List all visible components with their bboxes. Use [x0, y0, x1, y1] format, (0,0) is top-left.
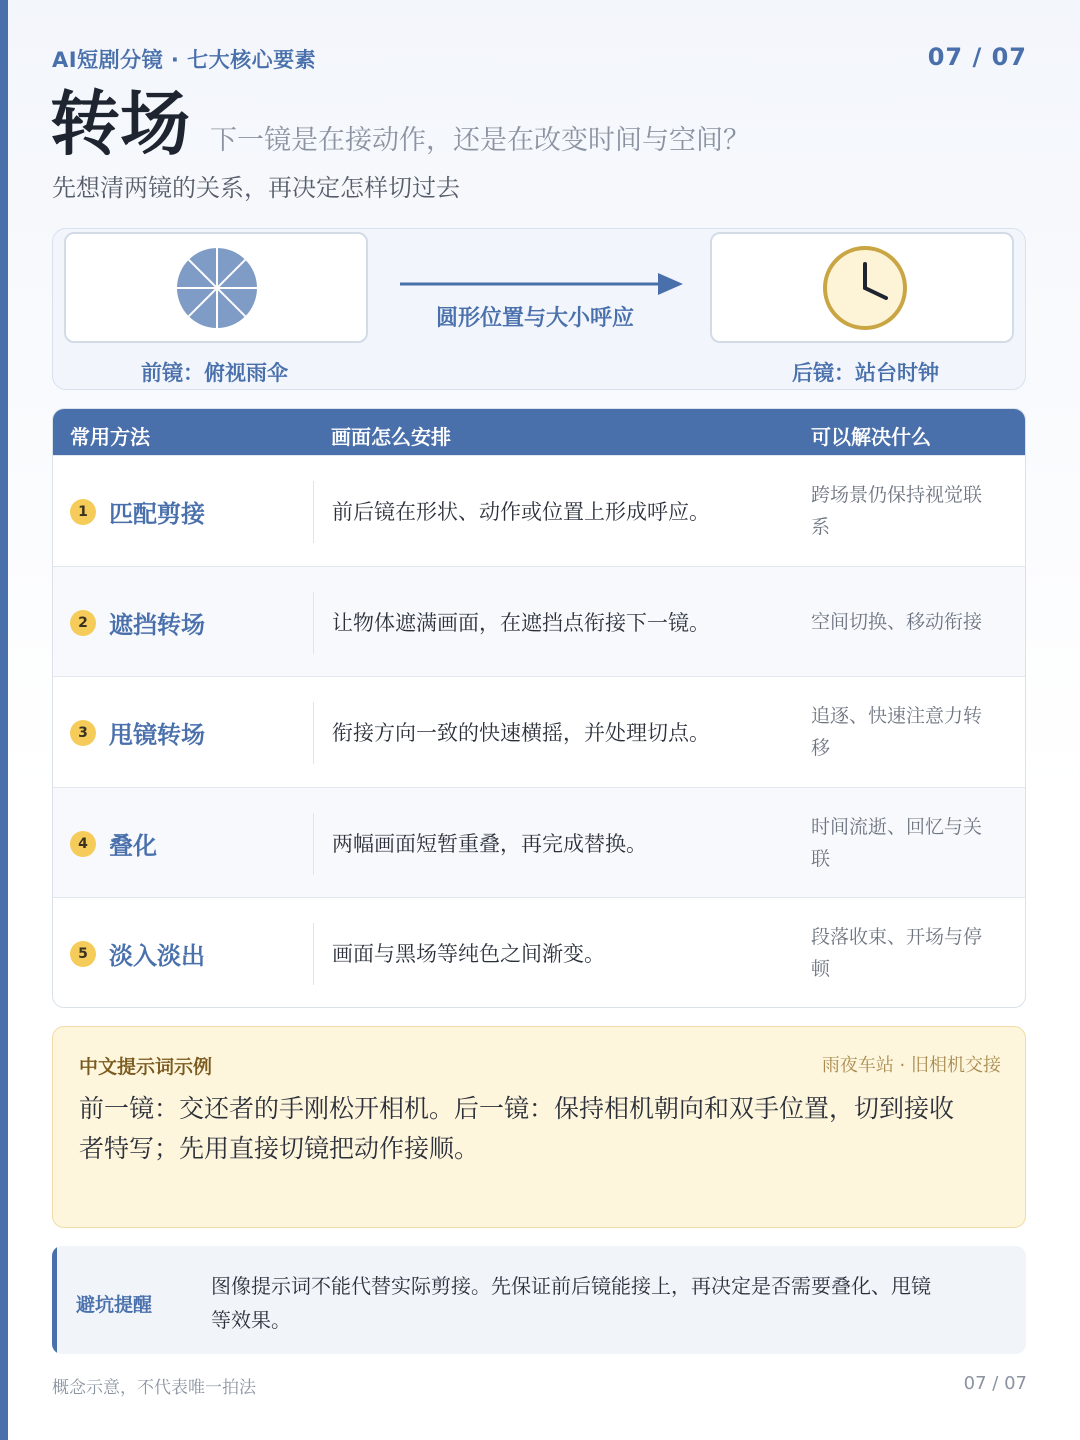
umbrella-top-icon: [66, 234, 366, 341]
solves-line: 跨场景仍保持视觉联: [811, 484, 983, 506]
footer-page-indicator: 07 / 07: [963, 1373, 1027, 1394]
method-name: 匹配剪接: [109, 500, 205, 528]
method-solves: [811, 606, 1011, 638]
solves-line: 段落收束、开场与停: [811, 926, 983, 949]
solves-line: 移: [811, 737, 831, 760]
page-question: 下一镜是在接动作，还是在改变时间与空间？: [210, 125, 750, 156]
footer-note: 概念示意，不代表唯一拍法: [52, 1378, 256, 1398]
after-shot-label: 后镜：站台时钟: [792, 361, 939, 385]
before-shot-label: 前镜：俯视雨伞: [141, 361, 288, 385]
prompt-line: 前一镜：交还者的手刚松开相机。后一镜：保持相机朝向和双手位置，切到接收: [79, 1094, 955, 1123]
method-arrangement: 两幅画面短暂重叠，再完成替换。: [332, 831, 647, 856]
method-solves: [811, 811, 1011, 875]
relation-label: 圆形位置与大小呼应: [436, 306, 635, 331]
column-divider: [313, 592, 314, 654]
warning-callout: [52, 1246, 1026, 1354]
method-name: 遮挡转场: [109, 610, 205, 639]
header-method: 常用方法: [70, 425, 150, 449]
method-name: 叠化: [109, 831, 157, 860]
solves-line: 系: [811, 516, 831, 538]
method-name: 淡入淡出: [109, 942, 205, 971]
prompt-example-text: [79, 1089, 1003, 1169]
row-number-badge: 4: [70, 831, 96, 857]
method-arrangement: 前后镜在形状、动作或位置上形成呼应。: [332, 500, 710, 524]
warning-title: 避坑提醒: [76, 1294, 153, 1316]
column-divider: [313, 481, 314, 543]
warning-line: 图像提示词不能代替实际剪接。先保证前后镜能接上，再决定是否需要叠化、甩镜: [211, 1274, 931, 1298]
method-solves: [811, 700, 1011, 764]
column-divider: [313, 813, 314, 875]
table-header: [53, 409, 1025, 455]
row-number-badge: 5: [70, 941, 96, 967]
method-name: 甩镜转场: [109, 721, 205, 750]
prompt-example-card: [52, 1026, 1026, 1228]
prompt-scene-tag: 雨夜车站 · 旧相机交接: [821, 1055, 1001, 1076]
transition-diagram: [52, 228, 1026, 390]
column-divider: [313, 923, 314, 985]
method-solves: [811, 479, 1011, 543]
series-title: AI短剧分镜 · 七大核心要素: [52, 48, 317, 72]
header-solves: 可以解决什么: [811, 425, 931, 449]
page-title: 转场: [50, 83, 190, 165]
prompt-card-title: 中文提示词示例: [79, 1056, 213, 1078]
page-subtitle: 先想清两镜的关系，再决定怎样切过去: [52, 174, 460, 202]
warning-accent-bar: [52, 1246, 57, 1354]
prompt-line: 者特写；先用直接切镜把动作接顺。: [79, 1134, 480, 1163]
table-row: [53, 455, 1025, 566]
table-row: [53, 566, 1025, 677]
solves-line: 顿: [811, 958, 831, 981]
solves-line: 联: [811, 847, 831, 870]
table-row: [53, 676, 1025, 787]
row-number-badge: 1: [70, 499, 96, 525]
solves-line: 时间流逝、回忆与关: [811, 815, 983, 838]
method-arrangement: 衔接方向一致的快速横摇，并处理切点。: [332, 721, 710, 746]
after-shot-frame: [710, 232, 1014, 343]
page-indicator: 07 / 07: [927, 43, 1027, 71]
row-number-badge: 2: [70, 610, 96, 636]
header-arrange: 画面怎么安排: [331, 425, 451, 449]
warning-line: 等效果。: [211, 1308, 291, 1332]
method-arrangement: 画面与黑场等纯色之间渐变。: [332, 942, 605, 967]
solves-line: 追逐、快速注意力转: [811, 705, 983, 728]
method-solves: [811, 921, 1011, 985]
warning-text: [211, 1269, 1011, 1337]
row-number-badge: 3: [70, 720, 96, 746]
transition-arrow: [398, 269, 688, 299]
left-accent-rule: [0, 0, 8, 1440]
table-row: [53, 897, 1025, 1008]
clock-icon: [712, 234, 1012, 341]
method-arrangement: 让物体遮满画面，在遮挡点衔接下一镜。: [332, 610, 710, 635]
before-shot-frame: [64, 232, 368, 343]
table-row: [53, 787, 1025, 898]
column-divider: [313, 702, 314, 764]
methods-table: [52, 408, 1026, 1008]
solves-line: 空间切换、移动衔接: [811, 610, 983, 633]
